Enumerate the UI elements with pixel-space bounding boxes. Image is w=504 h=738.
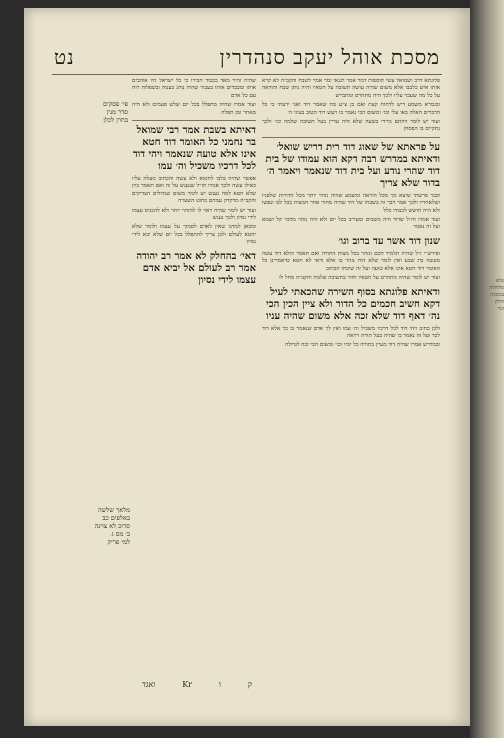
catchword: Kr — [182, 680, 193, 689]
margin-note-bottom: מלאך שלשה באלפים כב סרוכ לא צוינה ב׳ מס ג למי פריק — [94, 506, 130, 546]
paragraph: ופירש״י ז״ל שהיה תלמיד חכם ונזהר בכל מצות התורה ואם תאמר והלא דוד עשה מעשה בת שבע ואין לומר שלא היה נזהר בו אלא ודאי לא חטא כדאמרינן כל האומר דוד חטא אינו אלא טועה ועל זה שיבחו הכתוב — [262, 250, 440, 272]
paragraph: ולכן כתיב ויהי דוד לכל דרכיו משכיל וה׳ עמו ואין לך אדם שנאמר בו כך אלא דוד לבד ועל זה נאמר בו שהיה בעל תורה ויראה — [262, 325, 440, 339]
paragraph: ועוד יש לומר שהיה מתחרט על חטאיו וחזר בתשובה שלמה והקב״ה מחל לו — [279, 275, 440, 282]
page-header — [54, 44, 440, 70]
paragraph: ומכאן למדנו שאין לאדם לסמוך על עצמו ולומר שלא יחטא לעולם ולכן צריך להתפלל בכל יום שלא יבא לידי נסיון — [132, 224, 256, 246]
paragraph: ועוד יש לומר שהיה ראוי לו להזהר יותר ולא להכניס עצמו לידי נסיון ולכך נענש — [132, 207, 256, 222]
catchword: ואגד — [142, 680, 156, 689]
section-divider — [262, 137, 440, 138]
book-page — [24, 8, 470, 726]
dibbur-hamatchil: ודאיתא פלוגתא בסוף השירה שהכאתי לעיל דקא חשיב חכמים כל הדור ולא ציין הכין הכי נה׳ דאף דוד שלא זכה אלא משום שהיה עניו — [266, 286, 440, 322]
catchword-line — [142, 680, 252, 690]
page-title: מסכת אוהל יעקב סנהדרין — [219, 44, 440, 69]
dibbur-hamatchil: שנון דוד אשר עד ברוב וגו׳ — [338, 235, 440, 247]
left-column — [132, 78, 256, 676]
catchword: ו — [218, 680, 221, 689]
catchword: ק — [247, 680, 252, 689]
paragraph: שהיה זהיר מאד בכבוד חבירו כי כל ישראל היו אוהבים אותו ומכבדים אותו בעבור שהיה נוהג בענוה ובשפלות רוח עם כל אדם — [132, 78, 256, 99]
section-divider — [132, 120, 256, 121]
paragraph: ובגמרא משמע דיש לדחות קצת ואם כן צ״ע מה שאמר דוד ואני ידעתי כי כל הדברים האלה באו עלי וכו׳ ומשום הכי נאמר בו ויעש דוד הטוב בעיני ה׳ — [262, 102, 440, 116]
paragraph: אפשר שהיה בלבו לחטוא ולא עשה והכתוב מעלה עליו כאילו עשה ולכך אמרו חז״ל שנענש על זה ואם תאמר כיון שלא חטא למה נענש יש לומר משום שגדולים הצדיקים והקב״ה מדקדק עמהם כחוט השערה — [132, 176, 256, 205]
dibbur-hamatchil: על פראתא של שאוג דוד רית דריש שואל׳ ודאיתא במדרש רבה דקא הוא עמודו של בית דוד שהרי נודע ועל בית דוד שנאמר ויאמר ה׳ בדור שלא צריך — [265, 141, 440, 189]
paragraph: ובמדרש אמרו שהיה דוד מעיין בתורה כל ימיו וכו׳ ומשום הכי זכה לגדולה — [285, 342, 440, 349]
paragraph: ועוד אמרו שהיה מתפלל בכל יום שלש פעמים ולא היה מאחר זמן תפלה — [132, 102, 256, 116]
dibbur-hamatchil: דאיתא בשבת אמר רבי שמואל בר נחמני כל האומר דוד חטא אינו אלא טועה שנאמר ויהי דוד לכל דרכיו משכיל וה׳ עמו — [132, 125, 256, 173]
paragraph: ועוד אמרו חז״ל שדוד היה משכים ומעריב בכל יום ולא היה נזהר מדבר קל ושמא ועל זה נאמר — [262, 217, 440, 231]
folio-number: נט — [54, 44, 75, 69]
margin-note-top: פי׳ פסקים סדר מנין בחרן לכלן — [102, 100, 128, 124]
dibbur-hamatchil: דאי׳ בהחלק לא אמר רב יהודה אמר רב לעולם אל יביא אדם עצמו לידי נסיון — [136, 250, 256, 286]
paragraph: ועוד יש לומר דהתם מיירי בשעה שלא היה עדיין בעל תשובה שלמה וכו׳ ולכך נתקיים בו הפסוק — [262, 119, 440, 133]
right-column — [262, 78, 440, 676]
header-rule — [52, 74, 442, 75]
paragraph: וכבר פרשתי שיצא נקי מכל הוראה ומשמע שהיה נזהר יותר מכל הדורות שלפניו ושלאחריו ולכך אמר דבר זה בשבחו של דוד שהיה מחזר אחר המצות בכל לבו ונפשו ולא היה חושש לכבודו כלל — [262, 192, 440, 214]
facing-page-edge: טלא סלוחלה במסכת וחלק זכר — [489, 278, 504, 312]
paragraph: פלוגתא דרב ושמואל עשי תוספות דמר אמר לגנאי ומר אמר לשבח והקב״ה לא קרא אותו איש כלבבו אלא משום שהיה עושה תשובה על חטאיו והיה נותן שבח והודאה על כל מה שעבר עליו ולכך היה מתחרט ומתבייש — [262, 78, 440, 99]
